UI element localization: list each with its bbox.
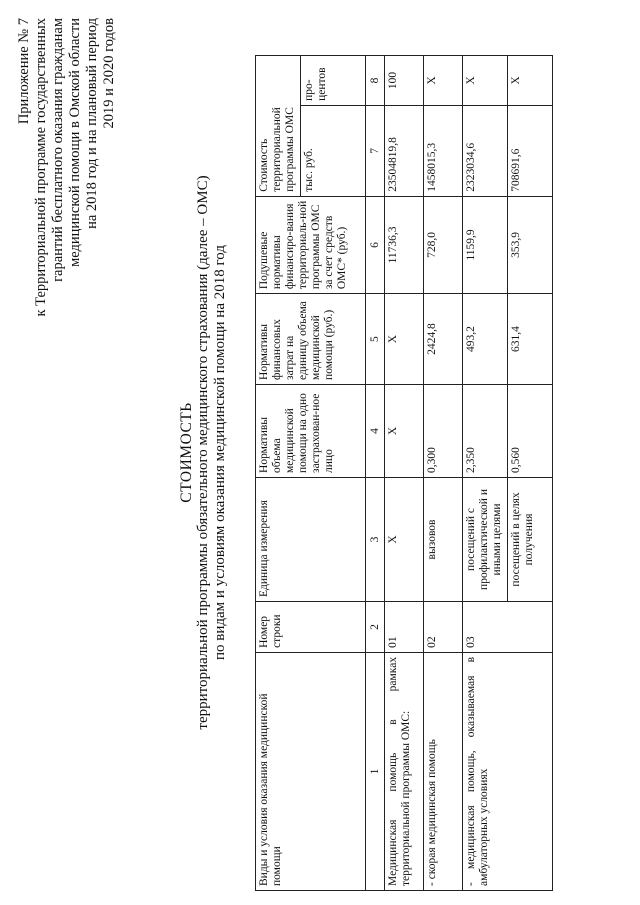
- row-volume: 0,560: [508, 384, 553, 477]
- column-number: 6: [366, 196, 385, 293]
- row-unit: Х: [385, 477, 424, 601]
- column-number: 4: [366, 384, 385, 477]
- row-line-number: 02: [424, 601, 463, 652]
- row-volume: 0,300: [424, 384, 463, 477]
- header-col7a: тыс. руб.: [301, 105, 366, 196]
- table-row: [424, 56, 463, 891]
- row-percapita: 353,9: [508, 196, 553, 293]
- row-unit: посещений с профилактической и иными целями: [463, 477, 508, 601]
- appendix-line: гарантий бесплатного оказания гражданам: [50, 18, 66, 282]
- row-percapita: 11736,3: [385, 196, 424, 293]
- row-line-number: 03: [463, 601, 553, 652]
- row-percent: Х: [463, 56, 508, 106]
- header-col1: Виды и условия оказания медицинской помощи: [256, 652, 366, 890]
- row-total: 708691,6: [508, 105, 553, 196]
- appendix-line: 2019 и 2020 годов: [101, 18, 117, 129]
- row-unit: посещений в целях получения: [508, 477, 553, 601]
- row-cost: 2424,8: [424, 294, 463, 385]
- column-number: 5: [366, 294, 385, 385]
- table-row: [463, 56, 508, 891]
- row-volume: Х: [385, 384, 424, 477]
- header-col2: Номер строки: [256, 601, 366, 652]
- row-percent: Х: [424, 56, 463, 106]
- row-line-number: 01: [385, 601, 424, 652]
- title-line: по видам и условиям оказания медицинской помощи на 2018 год: [212, 245, 228, 660]
- header-row: [256, 56, 301, 891]
- cost-table: [255, 55, 553, 891]
- column-number-row: [366, 56, 385, 891]
- column-number: 7: [366, 105, 385, 196]
- row-total: 23504819,8: [385, 105, 424, 196]
- appendix-line: на 2018 год и на плановый период: [84, 18, 100, 229]
- row-name: - скорая медицинская помощь: [424, 652, 463, 890]
- row-total: 1458015,3: [424, 105, 463, 196]
- row-total: 2323034,6: [463, 105, 508, 196]
- header-col7b: про-центов: [301, 56, 366, 106]
- column-number: 8: [366, 56, 385, 106]
- row-name: - медицинская помощь, оказываемая в амбулаторных условиях: [463, 652, 553, 890]
- row-cost: 493,2: [463, 294, 508, 385]
- row-name: Медицинская помощь в рамках территориальной программы ОМС:: [385, 652, 424, 890]
- row-percapita: 728,0: [424, 196, 463, 293]
- row-volume: 2,350: [463, 384, 508, 477]
- table-row: [385, 56, 424, 891]
- header-col7: Стоимость территориальной программы ОМС: [256, 56, 301, 197]
- header-col6: Подушевые нормативы финансиро-вания территориаль-ной программы ОМС за счет средств ОМС* (руб.): [256, 196, 366, 293]
- header-col4: Нормативы объема медицинской помощи на одно застрахован-ное лицо: [256, 384, 366, 477]
- header-col3: Единица измерения: [256, 477, 366, 601]
- row-unit: вызовов: [424, 477, 463, 601]
- column-number: 3: [366, 477, 385, 601]
- title-heading: СТОИМОСТЬ: [178, 402, 195, 503]
- appendix-line: медицинской помощи в Омской области: [67, 18, 83, 267]
- row-percent: 100: [385, 56, 424, 106]
- title-line: территориальной программы обязательного медицинского страхования (далее – ОМС): [195, 175, 211, 730]
- appendix-line: к Территориальной программе государственных: [33, 18, 49, 317]
- row-cost: 631,4: [508, 294, 553, 385]
- row-percent: Х: [508, 56, 553, 106]
- column-number: 1: [366, 652, 385, 890]
- document-title: [178, 0, 229, 905]
- header-col5: Нормативы финансовых затрат на единицу объема медицинской помощи (руб.): [256, 294, 366, 385]
- row-cost: Х: [385, 294, 424, 385]
- appendix-line: Приложение № 7: [16, 18, 32, 125]
- row-percapita: 1159,9: [463, 196, 508, 293]
- appendix-note: [16, 18, 118, 538]
- column-number: 2: [366, 601, 385, 652]
